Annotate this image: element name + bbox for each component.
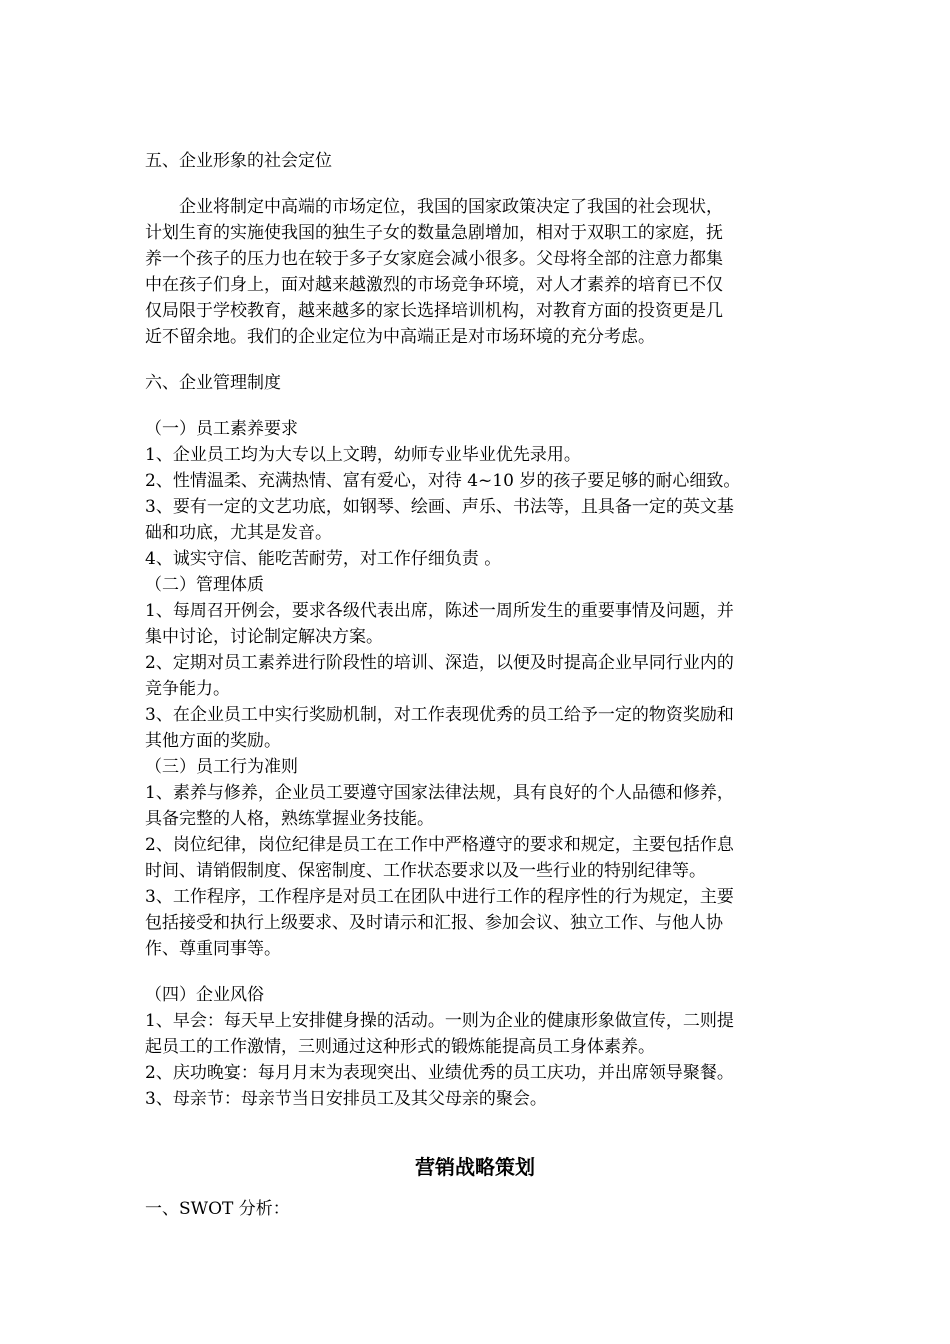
list-line: 其他方面的奖励。 [145,731,281,751]
list-line: 1、每周召开例会，要求各级代表出席，陈述一周所发生的重要事情及问题，并 [145,601,734,621]
list-line: 1、素养与修养，企业员工要遵守国家法律法规，具有良好的个人品德和修养， [145,783,734,803]
list-line: 1、企业员工均为大专以上文聘，幼师专业毕业优先录用。 [145,445,581,465]
list-line: 3、在企业员工中实行奖励机制，对工作表现优秀的员工给予一定的物资奖励和 [145,705,734,725]
list-line: 2、性情温柔、充满热情、富有爱心，对待 4~10 岁的孩子要足够的耐心细致。 [145,471,741,491]
chapter-title: 营销战略策划 [415,1155,535,1179]
list-line: 竞争能力。 [145,679,230,699]
subsection-heading: （三）员工行为准则 [145,757,298,777]
list-line: 2、岗位纪律，岗位纪律是员工在工作中严格遵守的要求和规定，主要包括作息 [145,835,734,855]
list-line: 1、早会：每天早上安排健身操的活动。一则为企业的健康形象做宣传，二则提 [145,1011,734,1031]
list-line: 4、诚实守信、能吃苦耐劳，对工作仔细负责 。 [145,549,502,569]
subsection-heading: （一）员工素养要求 [145,419,298,439]
list-line: 3、工作程序，工作程序是对员工在团队中进行工作的程序性的行为规定，主要 [145,887,734,907]
list-line: 3、母亲节：母亲节当日安排员工及其父母亲的聚会。 [145,1089,547,1109]
paragraph-line: 养一个孩子的压力也在较于多子女家庭会减小很多。父母将全部的注意力都集 [145,249,723,269]
paragraph-line: 仅局限于学校教育，越来越多的家长选择培训机构，对教育方面的投资更是几 [145,301,723,321]
list-line: 2、定期对员工素养进行阶段性的培训、深造，以便及时提高企业早同行业内的 [145,653,734,673]
list-line: 集中讨论，讨论制定解决方案。 [145,627,383,647]
document-page [145,148,810,1222]
paragraph-line: 近不留余地。我们的企业定位为中高端正是对市场环境的充分考虑。 [145,327,655,347]
paragraph-line: 企业将制定中高端的市场定位，我国的国家政策决定了我国的社会现状， [179,197,723,217]
list-line: 具备完整的人格，熟练掌握业务技能。 [145,809,434,829]
list-line: 包括接受和执行上级要求、及时请示和汇报、参加会议、独立工作、与他人协 [145,913,723,933]
section-heading: 六、企业管理制度 [145,373,281,393]
list-line: 时间、请销假制度、保密制度、工作状态要求以及一些行业的特别纪律等。 [145,861,706,881]
paragraph-line: 计划生育的实施使我国的独生子女的数量急剧增加，相对于双职工的家庭，抚 [145,223,723,243]
list-line: 起员工的工作激情，三则通过这种形式的锻炼能提高员工身体素养。 [145,1037,655,1057]
section-heading: 五、企业形象的社会定位 [145,151,332,171]
subsection-heading: （二）管理体质 [145,575,264,595]
list-line: 3、要有一定的文艺功底，如钢琴、绘画、声乐、书法等，且具备一定的英文基 [145,497,734,517]
list-line: 2、庆功晚宴：每月月末为表现突出、业绩优秀的员工庆功，并出席领导聚餐。 [145,1063,734,1083]
list-line: 作、尊重同事等。 [145,939,281,959]
paragraph-line: 中在孩子们身上，面对越来越激烈的市场竞争环境，对人才素养的培育已不仅 [145,275,723,295]
subsection-heading: （四）企业风俗 [145,985,264,1005]
section-heading: 一、SWOT 分析： [145,1199,290,1219]
list-line: 础和功底，尤其是发音。 [145,523,332,543]
